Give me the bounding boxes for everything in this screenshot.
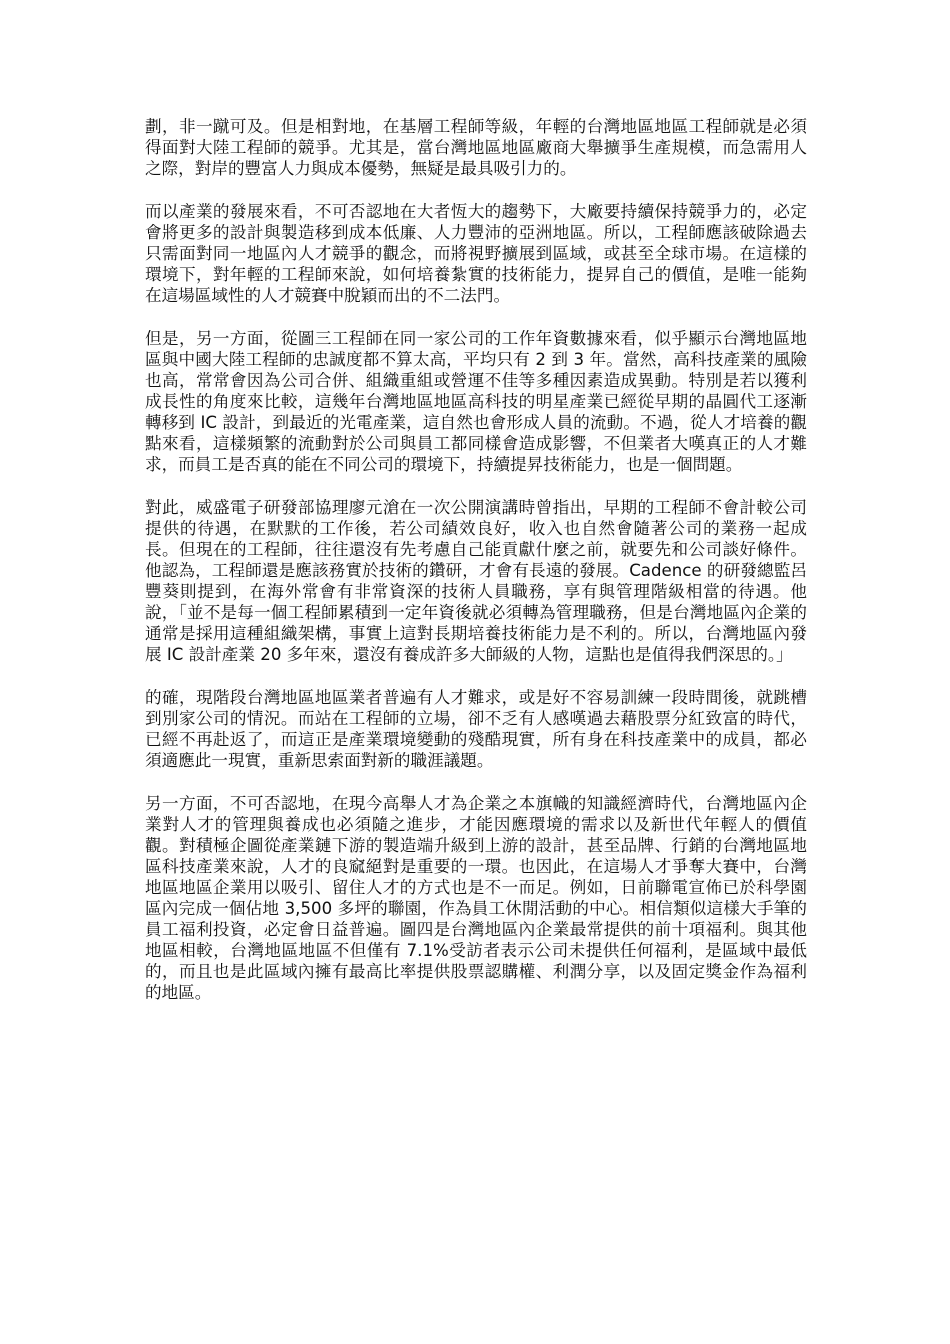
paragraph-6: 另一方面，不可否認地，在現今高舉人才為企業之本旗幟的知識經濟時代，台灣地區內企業對人才的管理與養成也必須隨之進步，才能因應環境的需求以及新世代年輕人的價值觀。對積極企圖從產業鏈下游的製造端升級到上游的設計，甚至品牌、行銷的台灣地區地區科技產業來說，人才的良窳絕對是重要的一環。也因此，在這場人才爭奪大賽中，台灣地區地區企業用以吸引、留住人才的方式也是不一而足。例如，日前聯電宣佈已於科學園區內完成一個佔地 3,500 多坪的聯園，作為員工休閒活動的中心。相信類似這樣大手筆的員工福利投資，必定會日益普遍。圖四是台灣地區內企業最常提供的前十項福利。與其他地區相較，台灣地區地區不但僅有 7.1%受訪者表示公司未提供任何福利，是區域中最低的，而且也是此區域內擁有最高比率提供股票認購權、利潤分享，以及固定獎金作為福利的地區。	[145, 794, 807, 1002]
paragraph-2: 而以產業的發展來看，不可否認地在大者恆大的趨勢下，大廠要持續保持競爭力的，必定會將更多的設計與製造移到成本低廉、人力豐沛的亞洲地區。所以，工程師應該破除過去只需面對同一地區內人才競爭的觀念，而將視野擴展到區域，或甚至全球市場。在這樣的環境下，對年輕的工程師來說，如何培養紮實的技術能力，提昇自己的價值，是唯一能夠在這場區域性的人才競賽中脫穎而出的不二法門。	[145, 202, 807, 305]
paragraph-1: 劃，非一蹴可及。但是相對地，在基層工程師等級，年輕的台灣地區地區工程師就是必須得面對大陸工程師的競爭。尤其是，當台灣地區地區廠商大舉擴爭生產規模，而急需用人之際，對岸的豐富人力與成本優勢，無疑是最具吸引力的。	[145, 117, 807, 178]
paragraph-4: 對此，威盛電子研發部協理廖元滄在一次公開演講時曾指出，早期的工程師不會計較公司提供的待遇，在默默的工作後，若公司績效良好，收入也自然會隨著公司的業務一起成長。但現在的工程師，往往還沒有先考慮自己能貢獻什麼之前，就要先和公司談好條件。他認為，工程師還是應該務實於技術的鑽研，才會有長遠的發展。Cadence 的研發總監呂豐葵則提到，在海外常會有非常資深的技術人員職務，享有與管理階級相當的待遇。他說，「並不是每一個工程師累積到一定年資後就必須轉為管理職務，但是台灣地區內企業的通常是採用這種組織架構，事實上這對長期培養技術能力是不利的。所以，台灣地區內發展 IC 設計產業 20 多年來，還沒有養成許多大師級的人物，這點也是值得我們深思的。」	[145, 498, 807, 664]
document-page	[145, 116, 807, 1025]
paragraph-5: 的確，現階段台灣地區地區業者普遍有人才難求，或是好不容易訓練一段時間後，就跳槽到別家公司的情況。而站在工程師的立場，卻不乏有人感嘆過去藉股票分紅致富的時代，已經不再赴返了，而這正是產業環境變動的殘酷現實，所有身在科技產業中的成員，都必須適應此一現實，重新思索面對新的職涯議題。	[145, 688, 807, 770]
paragraph-3: 但是，另一方面，從圖三工程師在同一家公司的工作年資數據來看，似乎顯示台灣地區地區與中國大陸工程師的忠誠度都不算太高，平均只有 2 到 3 年。當然，高科技產業的風險也高，常常會因為公司合併、組織重組或營運不佳等多種因素造成異動。特別是若以獲利成長性的角度來比較，這幾年台灣地區地區高科技的明星產業已經從早期的晶圓代工逐漸轉移到 IC 設計，到最近的光電產業，這自然也會形成人員的流動。不過，從人才培養的觀點來看，這樣頻繁的流動對於公司與員工都同樣會造成影響，不但業者大嘆真正的人才難求，而員工是否真的能在不同公司的環境下，持續提昇技術能力，也是一個問題。	[145, 329, 807, 474]
